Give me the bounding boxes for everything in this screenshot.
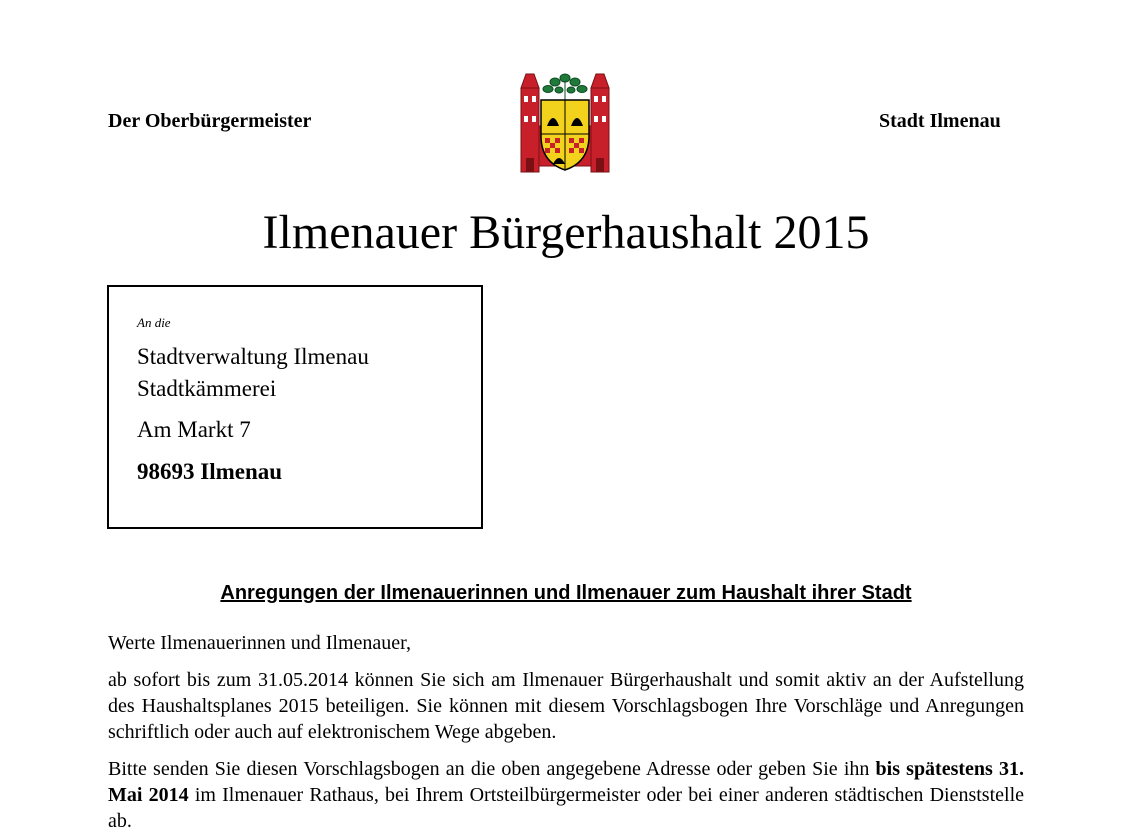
city-label: Stadt Ilmenau (879, 110, 1001, 132)
address-line2: Stadtkämmerei (137, 376, 277, 401)
address-line1: Stadtverwaltung Ilmenau (137, 344, 369, 369)
mayor-label: Der Oberbürgermeister (108, 110, 312, 132)
paragraph-2-end: im Ilmenauer Rathaus, bei Ihrem Ortsteilbürgermeister oder bei einer anderen städtischen Dienststelle ab. (108, 784, 1025, 832)
address-city: 98693 Ilmenau (137, 459, 283, 484)
address-street: Am Markt 7 (137, 417, 251, 442)
address-label: An die (137, 315, 171, 330)
left-tower (521, 74, 539, 172)
coat-of-arms-icon (513, 66, 617, 174)
section-heading: Anregungen der Ilmenauerinnen und Ilmenauer zum Haushalt ihrer Stadt (220, 582, 912, 604)
paragraph-2-start: Bitte senden Sie diesen Vorschlagsbogen an die oben angegebene Adresse oder geben Sie ihn (108, 758, 876, 780)
paragraph-2 (108, 756, 1024, 834)
page-title: Ilmenauer Bürgerhaushalt 2015 (262, 206, 870, 259)
greeting: Werte Ilmenauerinnen und Ilmenauer, (108, 632, 412, 654)
right-tower (591, 74, 609, 172)
deadline-bold: bis spätestens 31. Mai 2014 (108, 758, 1024, 806)
paragraph-1: ab sofort bis zum 31.05.2014 können Sie sich am Ilmenauer Bürgerhaushalt und somit aktiv an der Aufstellung des Haushaltsplanes 2015 beteiligen. Sie können mit diesem Vorschlagsbogen Ihre Vorschläge und Anregungen schriftlich oder auch auf elektronischem Wege abgeben. (108, 669, 1024, 743)
plant (543, 74, 587, 100)
address-box (107, 285, 483, 529)
